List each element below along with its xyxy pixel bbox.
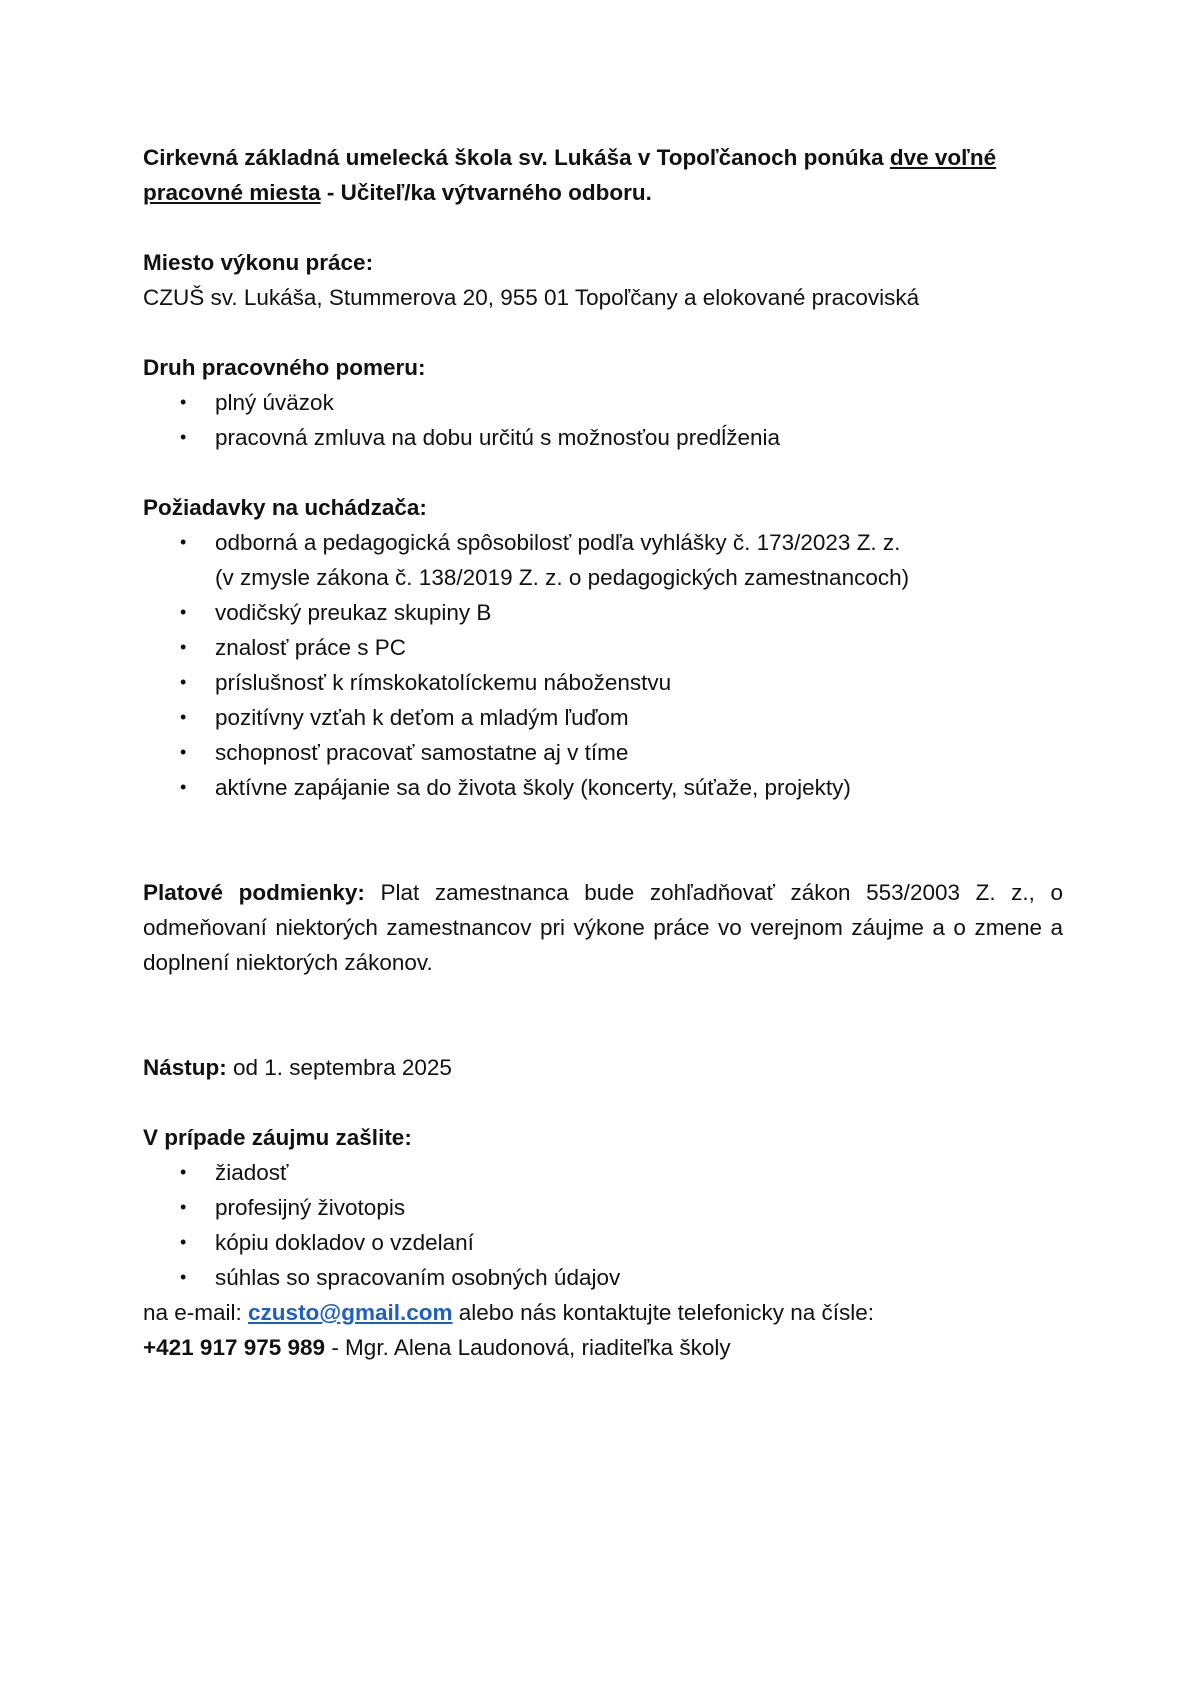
requirements-list [143,525,1063,805]
apply-documents-list [143,1155,1063,1295]
list-item: • aktívne zapájanie sa do života školy (koncerty, súťaže, projekty) [215,770,1063,805]
list-item: • pracovná zmluva na dobu určitú s možnosťou predĺženia [215,420,1063,455]
list-item: • schopnosť pracovať samostatne aj v tíme [215,735,1063,770]
job-posting-document [143,140,1063,1365]
location-text: CZUŠ sv. Lukáša, Stummerova 20, 955 01 Topoľčany a elokované pracoviská [143,285,920,310]
start-text: od 1. septembra 2025 [226,1055,452,1080]
list-item: • kópiu dokladov o vzdelaní [215,1225,1063,1260]
salary-heading: Platové podmienky: [143,880,365,905]
start-paragraph [143,1050,1063,1085]
email-link[interactable]: czusto@gmail.com [248,1300,453,1325]
list-item: • pozitívny vzťah k deťom a mladým ľuďom [215,700,1063,735]
employment-heading: Druh pracovného pomeru: [143,355,426,380]
phone-number: +421 917 975 989 [143,1335,326,1360]
email-suffix: alebo nás kontaktujte telefonicky na čísle: [452,1300,875,1325]
posting-title [143,140,1063,210]
start-heading: Nástup: [143,1055,227,1080]
list-item: • príslušnosť k rímskokatolíckemu náboženstvu [215,665,1063,700]
email-prefix: na e-mail: [143,1300,249,1325]
requirements-heading: Požiadavky na uchádzača: [143,495,427,520]
title-positions-count: dve voľné pracovné miesta [143,145,997,205]
list-item: • vodičský preukaz skupiny B [215,595,1063,630]
list-item: • profesijný životopis [215,1190,1063,1225]
location-heading: Miesto výkonu práce: [143,250,374,275]
title-part2: - Učiteľ/ka výtvarného odboru. [320,180,652,205]
contact-email-line [143,1295,1063,1330]
contact-person: - Mgr. Alena Laudonová, riaditeľka školy [325,1335,731,1360]
list-item: • súhlas so spracovaním osobných údajov [215,1260,1063,1295]
list-item [215,525,1063,595]
requirement-qualification: odborná a pedagogická spôsobilosť podľa vyhlášky č. 173/2023 Z. z. [215,530,901,555]
contact-phone-line [143,1330,1063,1365]
salary-text: Plat zamestnanca bude zohľadňovať zákon 553/2003 Z. z., o odmeňovaní niektorých zamestnancov pri výkone práce vo verejnom záujme a o zmene a doplnení niektorých zákonov. [143,880,1063,975]
list-item: • znalosť práce s PC [215,630,1063,665]
requirement-qualification-note: (v zmysle zákona č. 138/2019 Z. z. o pedagogických zamestnancoch) [215,565,910,590]
apply-heading: V prípade záujmu zašlite: [143,1125,412,1150]
employment-list [143,385,1063,455]
list-item: • plný úväzok [215,385,1063,420]
title-part1: Cirkevná základná umelecká škola sv. Lukáša v Topoľčanoch ponúka [143,145,890,170]
salary-paragraph [143,875,1063,980]
list-item: • žiadosť [215,1155,1063,1190]
